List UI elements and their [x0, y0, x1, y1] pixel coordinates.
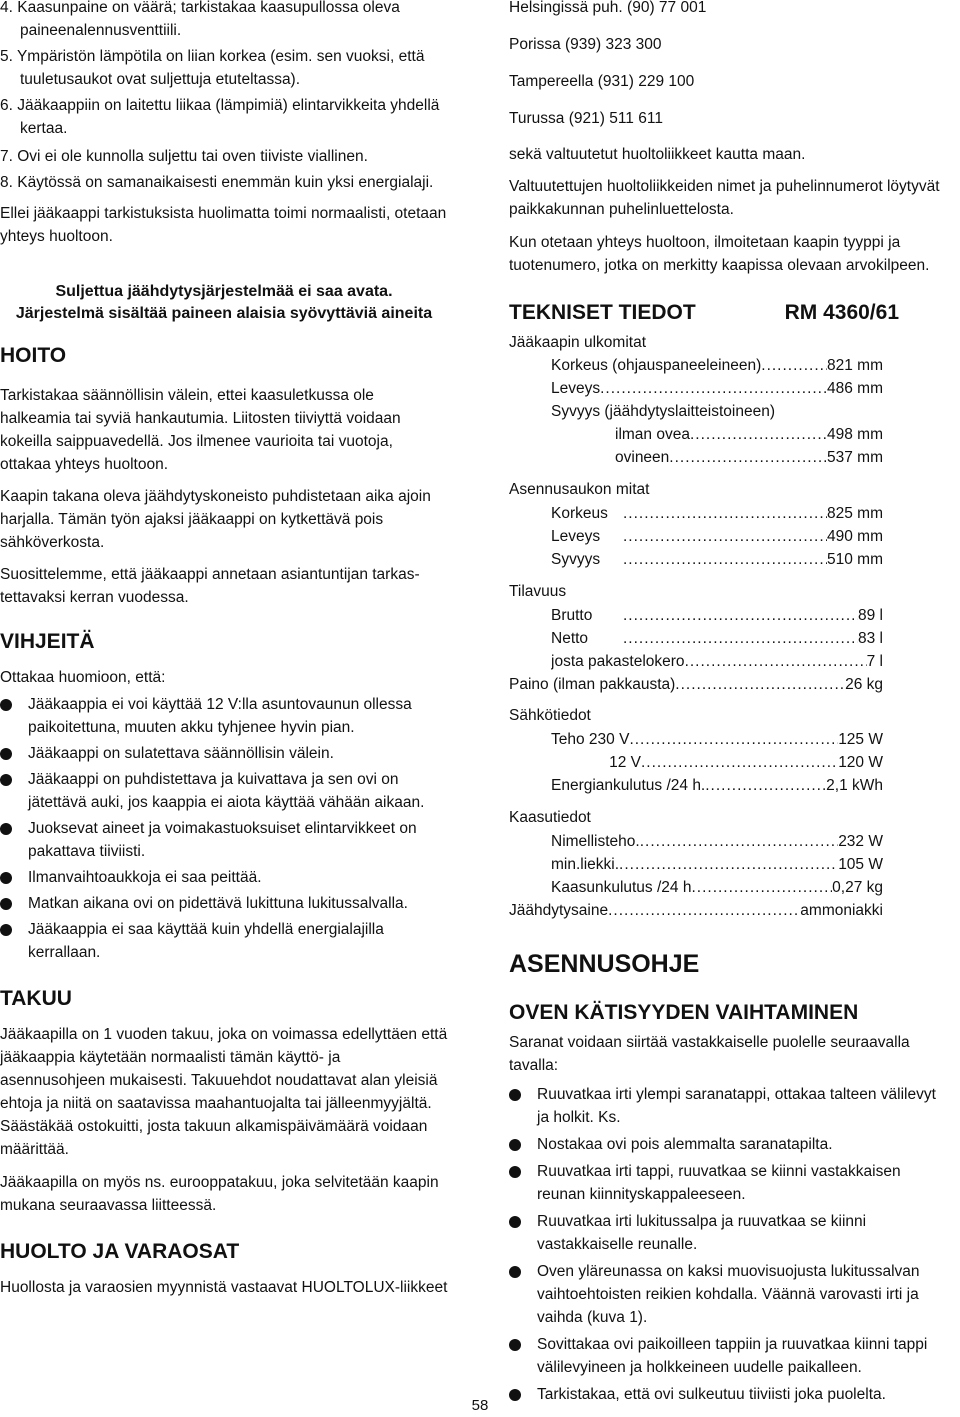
spec-row: [551, 627, 883, 650]
list-item-text: Ruuvatkaa irti lukitussalpa ja ruuvatkaa se kiinni vastakkaiselle reunalle.: [537, 1213, 867, 1253]
paragraph: Ellei jääkaappi tarkistuksista huolimatta toimi normaalisti, otetaan yhteys huoltoon.: [0, 205, 447, 245]
section-title-hoito: HOITO: [0, 344, 67, 367]
list-item: 4. Kaasunpaine on väärä; tarkistakaa kaasupullossa oleva paineenalennusventtiili.: [0, 0, 400, 39]
spec-value: 821 mm: [827, 357, 883, 374]
spec-value: 7 l: [866, 653, 883, 670]
section-title-asennusohje: ASENNUSOHJE: [509, 950, 700, 978]
dot-leader: [761, 354, 827, 377]
spec-row: [551, 774, 883, 797]
spec-label: Teho 230 V: [551, 731, 630, 748]
list-item: [0, 768, 448, 814]
spec-label: Nimellisteho.: [551, 833, 640, 850]
dot-leader: [691, 876, 832, 899]
paragraph: Suosittelemme, että jääkaappi annetaan asiantuntijan tarkas-tettavaksi kerran vuodessa.: [0, 566, 420, 606]
spec-row: [551, 853, 883, 876]
bullet-icon: [0, 699, 12, 711]
bullet-icon: [0, 872, 12, 884]
spec-value: 120 W: [838, 754, 883, 771]
spec-row: [551, 354, 883, 377]
spec-value: 510 mm: [827, 551, 883, 568]
spec-value: 0,27 kg: [832, 879, 883, 896]
spec-title: TEKNISET TIEDOT: [509, 301, 696, 324]
dot-leader: [623, 627, 858, 650]
spec-row: [551, 604, 883, 627]
bullet-icon: [509, 1266, 521, 1278]
left-column: [0, 0, 448, 1299]
spec-group: [509, 830, 949, 899]
phone-list: [509, 0, 949, 166]
list-item-text: Ruuvatkaa irti tappi, ruuvatkaa se kiinni vastakkaisen reunan kiinnityskappaleeseen.: [537, 1163, 901, 1203]
spec-label: Korkeus (ohjauspaneeleineen): [551, 357, 762, 374]
spec-label: josta pakastelokero: [551, 653, 685, 670]
spec-label: Syvyys: [551, 551, 601, 568]
list-item-text: Matkan aikana ovi on pidettävä lukittuna lukitussalvalla.: [28, 895, 408, 912]
spec-label: Energiankulutus /24 h.: [551, 777, 706, 794]
list-item: [509, 1160, 949, 1206]
phone-line: Tampereella (931) 229 100: [509, 73, 695, 90]
list-item-text: Sovittakaa ovi paikoilleen tappiin ja ruuvatkaa kiinni tappi välilevyineen ja holkkeineen uudelle paikalleen.: [537, 1336, 928, 1376]
spec-value: 2,1 kWh: [826, 777, 883, 794]
right-column: [509, 0, 949, 1406]
phone-line: Turussa (921) 511 611: [509, 110, 663, 127]
dot-leader: [623, 525, 827, 548]
paragraph: Valtuutettujen huoltoliikkeiden nimet ja puhelinnumerot löytyvät paikkakunnan puhelinluettelosta.: [509, 178, 940, 218]
spec-label: Kaasunkulutus /24 h: [551, 879, 692, 896]
spec-value: 486 mm: [827, 380, 883, 397]
list-item: [509, 1210, 949, 1256]
spec-label: 12 V: [609, 754, 641, 771]
spec-value: 490 mm: [827, 528, 883, 545]
spec-group-title: Asennusaukon mitat: [509, 481, 650, 498]
list-item-text: Oven yläreunassa on kaksi muovisuojusta lukitussalvan vaihtoehtoisten reikien kohdalla. Väännä varovasti irti ja vaihda (kuva 1).: [537, 1263, 920, 1326]
bullet-icon: [509, 1166, 521, 1178]
list-item-text: Jääkaappia ei saa käyttää kuin yhdellä energialajilla kerrallaan.: [28, 921, 384, 961]
spec-value: 232 W: [838, 833, 883, 850]
spec-value: ammoniakki: [800, 902, 883, 919]
spec-label: Korkeus: [551, 505, 608, 522]
spec-label: min.liekki.: [551, 856, 620, 873]
door-steps-list: [509, 1083, 949, 1406]
list-item-text: Tarkistakaa, että ovi sulkeutuu tiiviisti joka puolelta.: [537, 1386, 886, 1403]
spec-group: [509, 423, 949, 469]
list-item-text: Jääkaappia ei voi käyttää 12 V:lla asuntovaunun ollessa paikoitettuna, muuten akku tyhjenee hyvin pian.: [28, 696, 412, 736]
list-item: [509, 1260, 949, 1329]
list-item: 7. Ovi ei ole kunnolla suljettu tai oven tiiviste viallinen.: [0, 148, 368, 165]
spec-label: ovineen: [615, 449, 670, 466]
spec-group: [509, 354, 949, 423]
spec-label: Netto: [551, 630, 589, 647]
list-item: [0, 892, 448, 915]
spec-row: [551, 400, 949, 423]
spec-label: Leveys: [551, 528, 601, 545]
spec-row: [615, 423, 883, 446]
spec-value: 83 l: [858, 630, 883, 647]
spec-group: [509, 502, 949, 571]
dot-leader: [608, 899, 800, 922]
bullet-icon: [509, 1216, 521, 1228]
list-item-text: Nostakaa ovi pois alemmalta saranatapilta.: [537, 1136, 833, 1153]
tips-list: [0, 693, 448, 964]
spec-group: [509, 728, 949, 797]
dot-leader: [623, 548, 827, 571]
spec-row: [551, 751, 883, 774]
dot-leader: [675, 673, 845, 696]
list-item-text: Ruuvatkaa irti ylempi saranatappi, ottakaa talteen välilevyt ja holkit. Ks.: [537, 1086, 936, 1126]
bullet-icon: [509, 1139, 521, 1151]
page-number: 58: [471, 1397, 489, 1414]
section-title-vihjeita: VIHJEITÄ: [0, 630, 95, 653]
spec-value: 537 mm: [827, 449, 883, 466]
list-item: [0, 693, 448, 739]
bullet-icon: [0, 924, 12, 936]
dot-leader: [669, 446, 827, 469]
bullet-icon: [0, 823, 12, 835]
bullet-icon: [509, 1339, 521, 1351]
list-item: 5. Ympäristön lämpötila on liian korkea (esim. sen vuoksi, että tuuletusaukot ovat suljettuja etuteltassa).: [0, 48, 425, 88]
spec-row: [509, 899, 883, 922]
spec-label: ilman ovea: [615, 426, 690, 443]
spec-model: RM 4360/61: [784, 301, 899, 324]
bullet-icon: [0, 774, 12, 786]
dot-leader: [685, 650, 867, 673]
dot-leader: [640, 830, 838, 853]
dot-leader: [623, 604, 858, 627]
spec-header: [509, 299, 899, 327]
spec-value: 825 mm: [827, 505, 883, 522]
spec-row: [551, 548, 883, 571]
spec-label: Leveys: [551, 380, 601, 397]
list-item-text: Jääkaappi on sulatettava säännöllisin välein.: [28, 745, 334, 762]
list-item: [0, 817, 448, 863]
dot-leader: [623, 502, 827, 525]
spec-value: 26 kg: [845, 676, 883, 693]
spec-label: Brutto: [551, 607, 593, 624]
paragraph: Huollosta ja varaosien myynnistä vastaavat HUOLTOLUX-liikkeet: [0, 1279, 448, 1296]
spec-row: [551, 830, 883, 853]
section-title-takuu: TAKUU: [0, 987, 72, 1010]
spec-group-title: Sähkötiedot: [509, 707, 591, 724]
dot-leader: [690, 423, 827, 446]
paragraph: Kaapin takana oleva jäähdytyskoneisto puhdistetaan aika ajoin harjalla. Tämän työn ajaksi jääkaappi on kytkettävä pois sähköverkosta.: [0, 488, 431, 551]
paragraph: Ottakaa huomioon, että:: [0, 669, 166, 686]
section-title-huolto: HUOLTO JA VARAOSAT: [0, 1240, 240, 1263]
bullet-icon: [0, 748, 12, 760]
paragraph: Kun otetaan yhteys huoltoon, ilmoitetaan kaapin tyyppi ja tuotenumero, jotka on merkitty kaapissa olevaan arvokilpeen.: [509, 234, 930, 274]
spec-group-title: Jääkaapin ulkomitat: [509, 334, 646, 351]
troubleshooting-list: [0, 0, 448, 194]
phone-line: Helsingissä puh. (90) 77 001: [509, 0, 707, 16]
list-item: [509, 1333, 949, 1379]
spec-row: [551, 876, 883, 899]
spec-group-title: Kaasutiedot: [509, 809, 591, 826]
list-item: [0, 742, 448, 765]
spec-label: Syvyys (jäähdytyslaitteistoineen): [551, 403, 775, 420]
phone-line: sekä valtuutetut huoltoliikkeet kautta maan.: [509, 146, 806, 163]
bullet-icon: [509, 1089, 521, 1101]
spec-label: Paino (ilman pakkausta): [509, 676, 676, 693]
dot-leader: [619, 853, 838, 876]
paragraph: Tarkistakaa säännöllisin välein, ettei kaasuletkussa ole halkeamia tai syviä hankautumia. Liitosten tiiviyttä voidaan kokeilla saippuavedellä. Jos ilmenee vaurioita tai vuotoja, ottakaa yhteys huoltoon.: [0, 387, 401, 473]
list-item: 6. Jääkaappiin on laitettu liikaa (lämpimiä) elintarvikkeita yhdellä kertaa.: [0, 97, 440, 137]
spec-row: [551, 728, 883, 751]
list-item-text: Jääkaappi on puhdistettava ja kuivattava ja sen ovi on jätettävä auki, jos kaappia ei aiota käyttää vähään aikaan.: [28, 771, 425, 811]
phone-line: Porissa (939) 323 300: [509, 36, 662, 53]
warning-line: Järjestelmä sisältää paineen alaisia syövyttäviä aineita: [15, 305, 433, 322]
spec-value: 89 l: [858, 607, 883, 624]
list-item: [0, 866, 448, 889]
spec-group-title: Tilavuus: [509, 583, 567, 600]
warning-box: [0, 281, 448, 325]
spec-row: [509, 673, 883, 696]
spec-row: [551, 650, 883, 673]
list-item-text: Juoksevat aineet ja voimakastuoksuiset elintarvikkeet on pakattava tiiviisti.: [28, 820, 417, 860]
spec-value: 125 W: [838, 731, 883, 748]
spec-group: [509, 604, 949, 673]
section-title-oven: OVEN KÄTISYYDEN VAIHTAMINEN: [509, 1001, 859, 1024]
spec-label: Jäähdytysaine: [509, 902, 609, 919]
dot-leader: [705, 774, 826, 797]
spec-value: 105 W: [838, 856, 883, 873]
paragraph: Saranat voidaan siirtää vastakkaiselle puolelle seuraavalla tavalla:: [509, 1034, 910, 1074]
list-item: [509, 1133, 949, 1156]
spec-row: [615, 446, 883, 469]
list-item: [509, 1083, 949, 1129]
spec-row: [551, 525, 883, 548]
list-item: 8. Käytössä on samanaikaisesti enemmän kuin yksi energialaji.: [0, 174, 434, 191]
dot-leader: [629, 728, 838, 751]
spec-value: 498 mm: [827, 426, 883, 443]
paragraph: Jääkaapilla on myös ns. eurooppatakuu, joka selvitetään kaapin mukana seuraavassa liitteessä.: [0, 1174, 439, 1214]
list-item-text: Ilmanvaihtoaukkoja ei saa peittää.: [28, 869, 262, 886]
warning-line: Suljettua jäähdytysjärjestelmää ei saa avata.: [55, 283, 393, 300]
bullet-icon: [0, 898, 12, 910]
dot-leader: [641, 751, 838, 774]
list-item: [0, 918, 448, 964]
paragraph: Jääkaapilla on 1 vuoden takuu, joka on voimassa edellyttäen että jääkaappia käytetään normaalisti tämän käyttö- ja asennusohjeen mukaisesti. Takuuehdot noudattavat alan yleisiä ehtoja ja niitä on saatavissa maahantuojalta tai jälleenmyyjältä. Säästäkää ostokuitti, josta takuun alkamispäivämäärä voidaan määrittää.: [0, 1026, 448, 1158]
dot-leader: [600, 377, 827, 400]
spec-row: [551, 502, 883, 525]
spec-row: [551, 377, 883, 400]
